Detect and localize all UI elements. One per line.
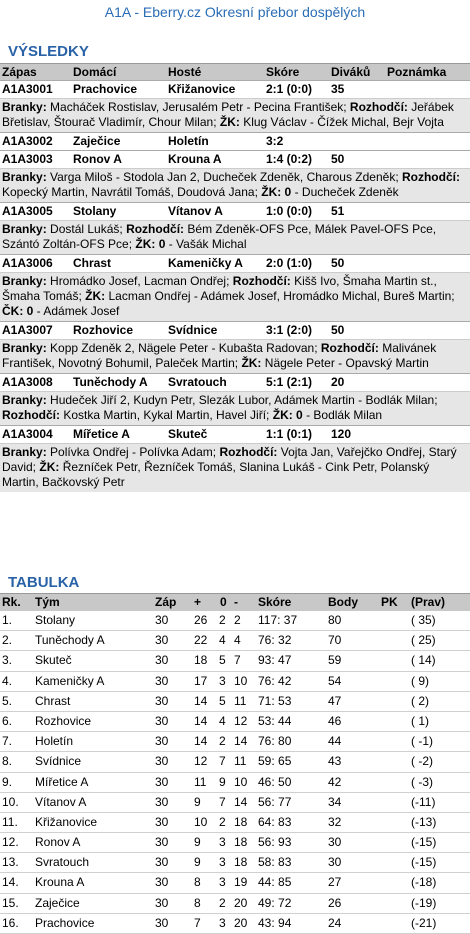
col-header-zero: 0: [220, 595, 227, 609]
match-id: A1A3004: [2, 427, 53, 441]
standings-score: 71: 53: [258, 693, 292, 708]
standings-rk: 1.: [2, 613, 13, 627]
match-att: 35: [331, 82, 345, 96]
standings-zap: 30: [155, 875, 169, 890]
standings-pts: 24: [328, 915, 342, 930]
match-row: [0, 321, 470, 339]
standings-score: 76: 42: [258, 673, 292, 688]
col-header-skore: Skóre: [258, 595, 292, 609]
standings-pts: 47: [328, 693, 342, 708]
match-row: [0, 150, 470, 168]
standings-pts: 54: [328, 673, 342, 688]
match-score: 3:2: [266, 134, 284, 148]
detail-label: ŽK: 0: [272, 408, 303, 422]
standings-row: [0, 732, 470, 752]
match-detail: [0, 272, 470, 321]
standings-l: 18: [234, 855, 248, 870]
standings-d: 3: [219, 835, 226, 850]
standings-prav: ( -2): [411, 754, 433, 769]
match-row: [0, 425, 470, 443]
standings-zap: 30: [155, 794, 169, 809]
detail-text: Klug Václav - Čížek Michal, Bejr Vojta: [239, 115, 444, 129]
detail-label: Branky:: [2, 222, 47, 236]
match-away: Svídnice: [168, 323, 218, 337]
match-away: Kameničky A: [168, 256, 243, 270]
standings-team: Holetín: [35, 734, 74, 749]
standings-rk: 3.: [2, 653, 13, 668]
standings-pts: 30: [328, 835, 342, 850]
standings-zap: 30: [155, 835, 169, 850]
detail-label: Branky:: [2, 341, 47, 355]
standings-row: [0, 833, 470, 853]
standings-rk: 7.: [2, 734, 13, 749]
col-header-domaci: Domácí: [73, 65, 117, 79]
detail-text: Jeřábek Břetislav, Štourač Vladimír, Chour Milan;: [2, 100, 454, 129]
standings-pts: 30: [328, 855, 342, 870]
detail-text: Kišš Ivo, Šmaha Martin st., Šmaha Tomáš;: [2, 274, 437, 303]
results-list: [0, 63, 470, 492]
standings-prav: ( 9): [411, 673, 429, 688]
standings-score: 93: 47: [258, 653, 292, 668]
detail-label: Rozhodčí:: [219, 445, 278, 459]
detail-text: Lacman Ondřej - Adámek Josef, Hromádko Michal, Bureš Martin;: [105, 289, 455, 303]
standings-team: Zaječice: [35, 895, 80, 910]
standings-row: [0, 611, 470, 631]
standings-rk: 4.: [2, 673, 13, 688]
standings-w: 14: [194, 734, 208, 749]
col-header-plus: +: [194, 595, 202, 609]
standings-zap: 30: [155, 814, 169, 829]
standings-l: 11: [234, 693, 247, 708]
detail-label: ŽK: 0: [135, 237, 166, 251]
standings-w: 14: [194, 693, 208, 708]
standings-row: [0, 692, 470, 712]
standings-zap: 30: [155, 754, 169, 769]
standings-d: 2: [219, 734, 226, 749]
standings-score: 53: 44: [258, 713, 292, 728]
standings-score: 43: 94: [258, 915, 292, 930]
standings-rk: 11.: [2, 814, 18, 829]
standings-team: Svídnice: [35, 754, 82, 769]
standings-score: 76: 32: [258, 633, 292, 648]
standings-row: [0, 672, 470, 692]
standings-l: 10: [234, 774, 248, 789]
detail-text: Kostka Martin, Kykal Martin, Havel Jiří;: [60, 408, 273, 422]
match-row: [0, 202, 470, 220]
detail-text: Kopp Zdeněk 2, Nägele Peter - Kubašta Radovan;: [46, 341, 321, 355]
match-id: A1A3008: [2, 375, 53, 389]
match-row: [0, 254, 470, 272]
standings-d: 5: [219, 653, 226, 668]
standings-team: Skuteč: [35, 653, 72, 668]
standings-score: 56: 77: [258, 794, 292, 809]
standings-score: 46: 50: [258, 774, 292, 789]
standings-team: Tuněchody A: [35, 633, 105, 648]
standings-score: 117: 37: [258, 613, 298, 627]
standings-d: 3: [219, 915, 226, 930]
standings-pts: 42: [328, 774, 342, 789]
match-home: Zaječice: [73, 134, 121, 148]
standings-team: Ronov A: [35, 835, 81, 850]
table-section-title: TABULKA: [8, 574, 80, 591]
match-row: [0, 80, 470, 98]
detail-text: Dostál Lukáš;: [46, 222, 127, 236]
standings-w: 14: [194, 713, 208, 728]
match-away: Svratouch: [168, 375, 227, 389]
detail-text: Bém Zdeněk-OFS Pce, Málek Pavel-OFS Pce, Szántó Zoltán-OFS Pce;: [2, 222, 437, 251]
detail-text: - Ducheček Zdeněk: [291, 185, 399, 199]
standings-pts: 80: [328, 613, 342, 627]
detail-text: Varga Miloš - Stodola Jan 2, Ducheček Zdeněk, Charous Zdeněk;: [46, 170, 402, 184]
match-home: Prachovice: [73, 82, 138, 96]
standings-d: 3: [219, 855, 226, 870]
match-detail: [0, 391, 470, 425]
results-section-title: VÝSLEDKY: [8, 43, 89, 60]
standings-header: [0, 593, 470, 611]
col-header-prav: (Prav): [411, 595, 446, 609]
col-header-hoste: Hosté: [168, 65, 202, 79]
col-header-divaku: Diváků: [331, 65, 371, 79]
detail-text: Hromádko Josef, Lacman Ondřej;: [46, 274, 233, 288]
match-away: Krouna A: [168, 152, 222, 166]
standings-prav: (-11): [411, 794, 436, 809]
standings-l: 10: [234, 673, 248, 688]
standings-d: 7: [219, 794, 226, 809]
standings-rk: 8.: [2, 754, 13, 769]
standings-prav: (-18): [411, 875, 437, 890]
standings-w: 22: [194, 633, 208, 648]
match-score: 5:1 (2:1): [266, 375, 313, 389]
standings-row: [0, 793, 470, 813]
match-score: 1:1 (0:1): [266, 427, 313, 441]
standings-row: [0, 853, 470, 873]
standings-zap: 30: [155, 895, 169, 910]
standings-team: Vítanov A: [35, 794, 87, 809]
match-detail: [0, 443, 470, 492]
standings-d: 3: [219, 875, 226, 890]
standings-score: 76: 80: [258, 734, 292, 749]
standings-pts: 34: [328, 794, 342, 809]
detail-label: Rozhodčí:: [401, 170, 460, 184]
standings-prav: ( -1): [411, 734, 433, 749]
standings-score: 64: 83: [258, 814, 292, 829]
standings-l: 18: [234, 814, 248, 829]
match-away: Skuteč: [168, 427, 208, 441]
detail-text: Vojta Jan, Vařejčko Ondřej, Starý David;: [2, 445, 457, 474]
match-home: Stolany: [73, 204, 117, 218]
standings-prav: (-13): [411, 814, 437, 829]
standings-l: 2: [234, 613, 241, 627]
standings-prav: ( 1): [411, 713, 429, 728]
standings-w: 7: [194, 915, 201, 930]
standings-w: 9: [194, 794, 201, 809]
standings-score: 56: 93: [258, 835, 292, 850]
standings-team: Rozhovice: [35, 713, 92, 728]
standings-team: Mířetice A: [35, 774, 89, 789]
detail-text: - Vašák Michal: [165, 237, 247, 251]
standings-pts: 26: [328, 895, 342, 910]
standings-l: 7: [234, 653, 241, 668]
match-away: Holetín: [168, 134, 209, 148]
standings-prav: (-15): [411, 835, 437, 850]
standings-zap: 30: [155, 693, 169, 708]
detail-text: Malivánek František, Novotný Bohumil, Paleček Martin;: [2, 341, 437, 370]
standings-rk: 15.: [2, 895, 19, 910]
standings-prav: ( 14): [411, 653, 436, 668]
detail-label: Branky:: [2, 445, 47, 459]
standings-pts: 27: [328, 875, 342, 890]
standings-l: 12: [234, 713, 248, 728]
detail-text: Řezníček Petr, Řezníček Tomáš, Slanina Lukáš - Cink Petr, Polanský Martin, Bačkovský Petr: [2, 460, 430, 489]
standings-pts: 44: [328, 734, 342, 749]
match-att: 50: [331, 256, 345, 270]
match-detail: [0, 220, 470, 254]
standings-rk: 16.: [2, 915, 19, 930]
match-list: [0, 80, 470, 492]
standings-zap: 30: [155, 734, 169, 749]
detail-label: Branky:: [2, 100, 47, 114]
match-id: A1A3001: [2, 82, 53, 96]
standings-w: 11: [194, 774, 207, 789]
standings-l: 20: [234, 895, 248, 910]
col-header-pk: PK: [381, 595, 398, 609]
standings-row: [0, 631, 470, 651]
standings-d: 2: [219, 814, 226, 829]
standings-d: 5: [219, 693, 226, 708]
detail-text: - Adámek Josef: [33, 304, 120, 318]
standings-team: Stolany: [35, 613, 76, 627]
standings-row: [0, 752, 470, 772]
detail-text: Kopecký Martin, Navrátil Tomáš, Doudová Jana;: [2, 185, 262, 199]
detail-label: Rozhodčí:: [320, 341, 379, 355]
detail-text: - Bodlák Milan: [302, 408, 383, 422]
standings-prav: (-21): [411, 915, 437, 930]
standings-prav: ( 35): [411, 613, 436, 627]
standings-rk: 6.: [2, 713, 13, 728]
match-detail: [0, 98, 470, 132]
standings-prav: (-19): [411, 895, 437, 910]
detail-text: Hudeček Jiří 2, Kudyn Petr, Slezák Lubor, Adámek Martin - Bodlák Milan;: [46, 393, 438, 407]
standings-prav: ( 2): [411, 693, 429, 708]
match-home: Ronov A: [73, 152, 122, 166]
standings-rows: [0, 611, 470, 934]
standings-d: 4: [219, 633, 226, 648]
detail-label: Branky:: [2, 170, 47, 184]
results-header: [0, 63, 470, 80]
standings-team: Křižanovice: [35, 814, 98, 829]
match-away: Křižanovice: [168, 82, 236, 96]
standings-score: 59: 65: [258, 754, 292, 769]
standings-zap: 30: [155, 673, 169, 688]
standings-l: 4: [234, 633, 241, 648]
standings-d: 2: [219, 895, 226, 910]
standings-rk: 9.: [2, 774, 13, 789]
col-header-zapas: Zápas: [2, 65, 37, 79]
standings-rk: 12.: [2, 835, 19, 850]
standings-team: Kameničky A: [35, 673, 105, 688]
match-home: Rozhovice: [73, 323, 134, 337]
detail-label: ŽK: 0: [261, 185, 292, 199]
standings-row: [0, 873, 470, 893]
match-att: 20: [331, 375, 345, 389]
standings-l: 11: [234, 754, 247, 769]
standings-row: [0, 914, 470, 934]
standings-pts: 43: [328, 754, 342, 769]
detail-label: ŽK:: [85, 289, 106, 303]
standings-prav: ( -3): [411, 774, 433, 789]
standings-l: 19: [234, 875, 248, 890]
standings-d: 7: [219, 754, 226, 769]
match-home: Mířetice A: [73, 427, 130, 441]
detail-label: ŽK:: [39, 460, 60, 474]
detail-label: Branky:: [2, 393, 47, 407]
standings-l: 18: [234, 835, 248, 850]
standings-pts: 59: [328, 653, 342, 668]
standings-pts: 70: [328, 633, 342, 648]
col-header-tym: Tým: [35, 595, 60, 609]
standings-team: Krouna A: [35, 875, 85, 890]
match-home: Tuněchody A: [73, 375, 148, 389]
detail-label: Rozhodčí:: [232, 274, 291, 288]
standings-row: [0, 894, 470, 914]
standings-zap: 30: [155, 915, 169, 930]
standings-d: 3: [219, 673, 226, 688]
col-header-poznamka: Poznámka: [387, 65, 447, 79]
detail-label: Branky:: [2, 274, 47, 288]
standings-d: 4: [219, 713, 226, 728]
match-row: [0, 132, 470, 150]
detail-text: Macháček Rostislav, Jerusalém Petr - Pecina František;: [46, 100, 350, 114]
standings-score: 58: 83: [258, 855, 292, 870]
match-home: Chrast: [73, 256, 112, 270]
page-title: A1A - Eberry.cz Okresní přebor dospělých: [104, 4, 366, 20]
standings-pts: 32: [328, 814, 342, 829]
standings-w: 10: [194, 814, 208, 829]
col-header-zap: Záp: [155, 595, 177, 609]
col-header-body: Body: [328, 595, 358, 609]
match-att: 120: [331, 427, 352, 441]
detail-label: Rozhodčí:: [349, 100, 408, 114]
match-id: A1A3006: [2, 256, 53, 270]
standings-zap: 30: [155, 774, 169, 789]
standings-rk: 14.: [2, 875, 19, 890]
match-score: 3:1 (2:0): [266, 323, 313, 337]
standings-team: Chrast: [35, 693, 71, 708]
standings-d: 9: [219, 774, 226, 789]
standings-table: [0, 593, 470, 934]
standings-w: 26: [194, 613, 208, 627]
match-detail: [0, 168, 470, 202]
col-header-rk: Rk.: [2, 595, 21, 609]
standings-w: 9: [194, 835, 201, 850]
match-id: A1A3003: [2, 152, 53, 166]
standings-zap: 30: [155, 855, 169, 870]
standings-pts: 46: [328, 713, 342, 728]
standings-row: [0, 773, 470, 793]
standings-row: [0, 712, 470, 732]
match-id: A1A3007: [2, 323, 53, 337]
match-att: 50: [331, 152, 345, 166]
match-id: A1A3005: [2, 204, 53, 218]
match-att: 50: [331, 323, 345, 337]
standings-l: 14: [234, 734, 248, 749]
standings-rk: 10.: [2, 794, 19, 809]
match-score: 1:0 (0:0): [266, 204, 313, 218]
standings-w: 12: [194, 754, 208, 769]
standings-w: 18: [194, 653, 208, 668]
standings-rk: 2.: [2, 633, 13, 648]
standings-w: 8: [194, 895, 201, 910]
standings-team: Prachovice: [35, 915, 95, 930]
match-away: Vítanov A: [168, 204, 223, 218]
standings-zap: 30: [155, 653, 169, 668]
standings-w: 17: [194, 673, 208, 688]
standings-score: 44: 85: [258, 875, 292, 890]
standings-prav: ( 25): [411, 633, 436, 648]
detail-label: ČK: 0: [2, 304, 34, 318]
standings-l: 14: [234, 794, 248, 809]
detail-label: Rozhodčí:: [126, 222, 185, 236]
standings-w: 9: [194, 855, 201, 870]
col-header-skore: Skóre: [266, 65, 300, 79]
match-id: A1A3002: [2, 134, 53, 148]
standings-d: 2: [219, 613, 226, 627]
col-header-minus: -: [234, 595, 238, 609]
detail-label: ŽK:: [219, 115, 240, 129]
standings-rk: 5.: [2, 693, 13, 708]
standings-rk: 13.: [2, 855, 19, 870]
standings-score: 49: 72: [258, 895, 292, 910]
standings-l: 20: [234, 915, 248, 930]
detail-text: Polívka Ondřej - Polívka Adam;: [46, 445, 220, 459]
standings-team: Svratouch: [35, 855, 90, 870]
match-row: [0, 373, 470, 391]
standings-zap: 30: [155, 613, 169, 627]
standings-row: [0, 813, 470, 833]
standings-row: [0, 651, 470, 671]
standings-w: 8: [194, 875, 201, 890]
standings-zap: 30: [155, 713, 169, 728]
detail-text: Nägele Peter - Opavský Martin: [261, 356, 429, 370]
match-att: 51: [331, 204, 345, 218]
detail-label: Rozhodčí:: [2, 408, 60, 422]
standings-zap: 30: [155, 633, 169, 648]
match-score: 2:1 (0:0): [266, 82, 313, 96]
match-detail: [0, 339, 470, 373]
detail-label: ŽK:: [241, 356, 262, 370]
standings-prav: (-15): [411, 855, 437, 870]
match-score: 2:0 (1:0): [266, 256, 313, 270]
match-score: 1:4 (0:2): [266, 152, 313, 166]
